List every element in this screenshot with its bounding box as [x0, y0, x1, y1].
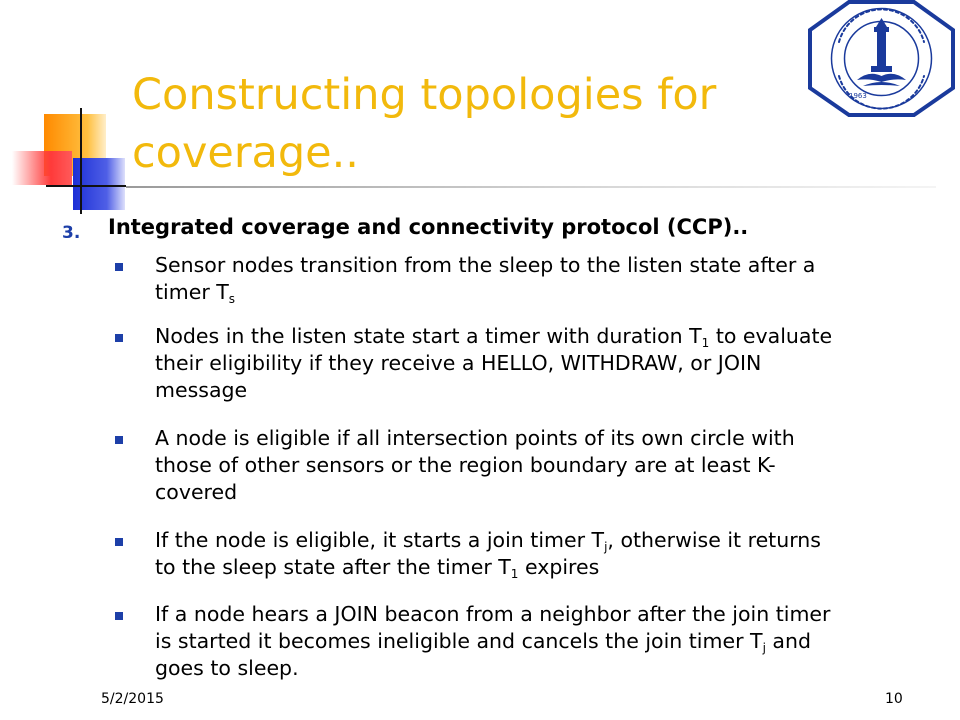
slide-title-line: coverage.. — [132, 128, 359, 178]
bullet-text: is started it becomes ineligible and cancels the join timer T — [155, 629, 763, 653]
bullet-text: to the sleep state after the timer T — [155, 555, 511, 579]
bullet-marker — [115, 538, 123, 546]
bullet-line — [155, 323, 940, 350]
bullet-item — [155, 323, 940, 404]
bullet-line — [155, 252, 940, 279]
bullet-line — [155, 479, 940, 506]
bullet-marker — [115, 263, 123, 271]
university-seal-icon — [805, 0, 958, 117]
bullet-text: Sensor nodes transition from the sleep to the listen state after a — [155, 253, 816, 277]
bullet-line — [155, 350, 940, 377]
subscript: 1 — [510, 567, 519, 581]
decor-vertical-rule — [80, 108, 82, 214]
bullet-item — [155, 425, 940, 506]
title-underline — [126, 186, 936, 188]
bullet-item — [155, 252, 940, 306]
subscript: j — [762, 641, 766, 655]
page-number: 10 — [885, 691, 903, 707]
bullet-marker — [115, 334, 123, 342]
bullet-text: expires — [518, 555, 600, 579]
bullet-text: If the node is eligible, it starts a join timer T — [155, 528, 605, 552]
subscript: 1 — [701, 336, 710, 350]
bullet-line — [155, 452, 940, 479]
slide-title — [132, 66, 792, 182]
bullet-text: A node is eligible if all intersection points of its own circle with — [155, 426, 795, 450]
bullet-text: , otherwise it returns — [607, 528, 821, 552]
bullet-item — [155, 601, 940, 682]
bullet-marker — [115, 612, 123, 620]
bullet-text: and — [765, 629, 811, 653]
bullet-text: those of other sensors or the region boundary are at least K- — [155, 453, 776, 477]
bullet-line — [155, 527, 940, 554]
bullet-text: their eligibility if they receive a HELLO, WITHDRAW, or JOIN — [155, 351, 762, 375]
section-heading: Integrated coverage and connectivity protocol (CCP).. — [108, 215, 749, 239]
bullet-text: Nodes in the listen state start a timer with duration T — [155, 324, 702, 348]
bullet-item — [155, 527, 940, 581]
bullet-text: timer T — [155, 280, 229, 304]
footer-date: 5/2/2015 — [101, 691, 164, 707]
slide-title-line: Constructing topologies for — [132, 70, 717, 120]
bullet-marker — [115, 436, 123, 444]
bullet-text: covered — [155, 480, 238, 504]
bullet-line — [155, 377, 940, 404]
bullet-text: message — [155, 378, 248, 402]
item-number: 3. — [62, 223, 81, 243]
bullet-line — [155, 554, 940, 581]
decor-horizontal-rule-left — [46, 185, 126, 187]
bullet-text: to evaluate — [709, 324, 833, 348]
decor-red-bar — [12, 151, 72, 185]
subscript: s — [228, 292, 236, 306]
subscript: j — [604, 540, 608, 554]
seal-year: 1963 — [849, 92, 867, 100]
bullet-text: If a node hears a JOIN beacon from a neighbor after the join timer — [155, 602, 831, 626]
bullet-line — [155, 628, 940, 655]
bullet-line — [155, 279, 940, 306]
bullet-text: goes to sleep. — [155, 656, 299, 680]
bullet-line — [155, 655, 940, 682]
bullet-line — [155, 601, 940, 628]
bullet-line — [155, 425, 940, 452]
